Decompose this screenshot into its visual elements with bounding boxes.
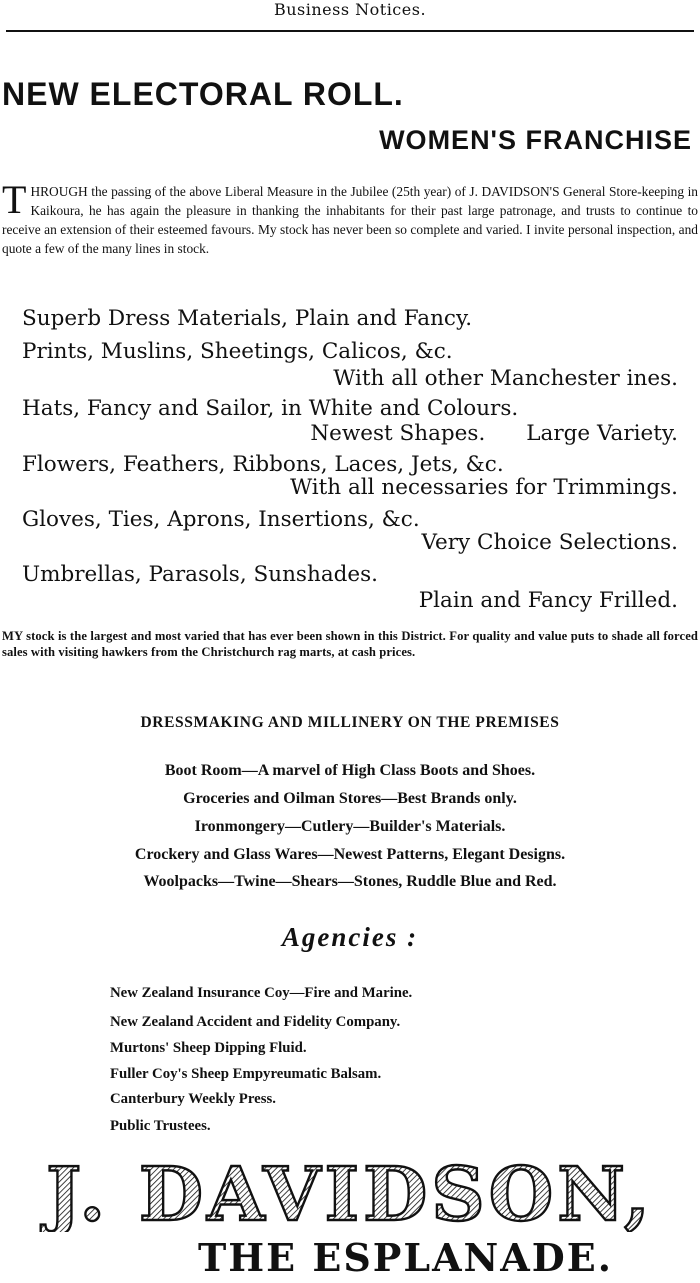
header-rule <box>6 30 694 32</box>
department-line-2: Groceries and Oilman Stores—Best Brands only. <box>183 790 517 807</box>
dressmaking-heading: DRESSMAKING AND MILLINERY ON THE PREMISES <box>140 714 560 731</box>
headline: NEW ELECTORAL ROLL. <box>2 76 404 112</box>
page-header: Business Notices. <box>273 0 427 19</box>
stock-line-2-sub: With all other Manchester ines. <box>333 366 678 391</box>
stock-line-2: Prints, Muslins, Sheetings, Calicos, &c. <box>22 339 453 364</box>
stock-line-4: Flowers, Feathers, Ribbons, Laces, Jets, &c. <box>22 452 504 477</box>
agency-line-4: Fuller Coy's Sheep Empyreumatic Balsam. <box>110 1066 382 1082</box>
stock-line-5: Gloves, Ties, Aprons, Insertions, &c. <box>22 507 420 532</box>
stock-line-5-sub: Very Choice Selections. <box>421 530 678 555</box>
stock-paragraph <box>2 628 698 660</box>
intro-paragraph <box>2 177 698 258</box>
agency-line-6: Public Trustees. <box>110 1118 211 1134</box>
stock-line-1: Superb Dress Materials, Plain and Fancy. <box>22 306 473 331</box>
agency-line-3: Murtons' Sheep Dipping Fluid. <box>110 1040 307 1056</box>
agency-line-1: New Zealand Insurance Coy—Fire and Marine. <box>110 985 413 1001</box>
stock-line-3-sub: Newest Shapes. Large Variety. <box>310 421 678 446</box>
department-line-5: Woolpacks—Twine—Shears—Stones, Ruddle Blue and Red. <box>143 873 557 890</box>
proprietor-wordmark <box>0 1150 700 1232</box>
department-line-1: Boot Room—A marvel of High Class Boots and Shoes. <box>164 762 536 779</box>
address: THE ESPLANADE. <box>198 1235 613 1280</box>
stock-line-6-sub: Plain and Fancy Frilled. <box>418 588 678 613</box>
agency-line-2: New Zealand Accident and Fidelity Company. <box>110 1014 401 1030</box>
agency-line-5: Canterbury Weekly Press. <box>110 1091 276 1107</box>
stock-paragraph-text: MY stock is the largest and most varied that has ever been shown in this District. For quality and value puts to shade all forced sales with visiting hawkers from the Christchurch rag marts, at cash prices. <box>2 629 698 659</box>
proprietor-name <box>0 1150 700 1237</box>
stock-line-4-sub: With all necessaries for Trimmings. <box>290 475 678 500</box>
intro-text: HROUGH the passing of the above Liberal Measure in the Jubilee (25th year) of J. DAVIDSON'S General Store-keeping in Kaikoura, he has again the pleasure in thanking the inhabitants for their past large patronage, and trusts to continue to receive an extension of their esteemed favours. My stock has never been so complete and varied. I invite personal inspection, and quote a few of the many lines in stock. <box>2 184 698 256</box>
proprietor-text: J. DAVIDSON, <box>46 1152 654 1232</box>
department-line-3: Ironmongery—Cutlery—Builder's Materials. <box>194 818 506 835</box>
intro-dropcap: T <box>2 177 27 222</box>
stock-line-3: Hats, Fancy and Sailor, in White and Colours. <box>22 396 519 421</box>
subheadline: WOMEN'S FRANCHISE <box>379 125 692 155</box>
stock-line-6: Umbrellas, Parasols, Sunshades. <box>22 562 378 587</box>
agencies-heading: Agencies : <box>281 922 419 952</box>
department-line-4: Crockery and Glass Wares—Newest Patterns, Elegant Designs. <box>134 846 566 863</box>
